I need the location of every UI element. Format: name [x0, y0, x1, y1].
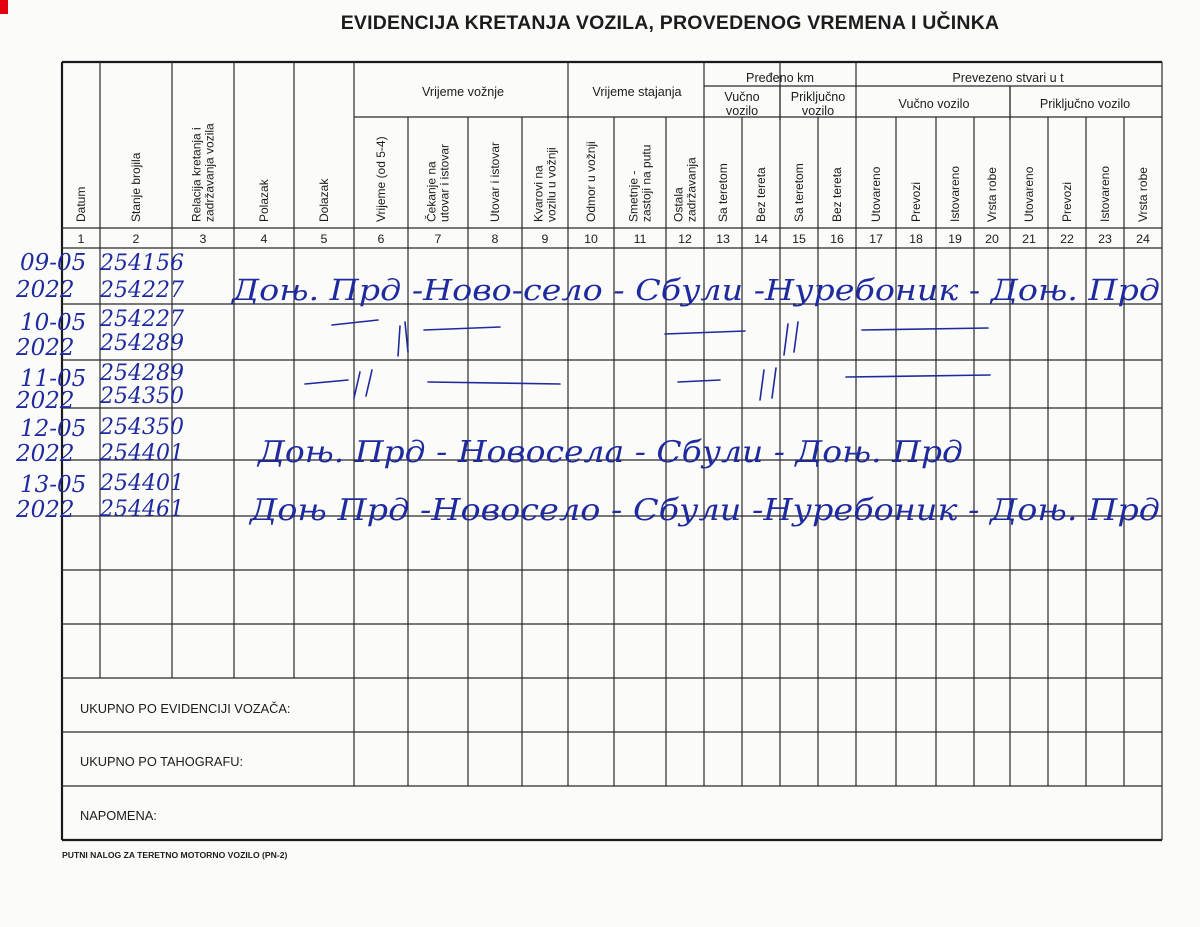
column-header-23: Istovareno: [1098, 165, 1112, 222]
entry-2-ditto-marks: [332, 320, 988, 356]
column-header-15: Sa teretom: [792, 163, 806, 222]
entry-4-odometer-end: 254401: [100, 441, 184, 466]
entry-2-odometer-end: 254289: [100, 331, 184, 356]
column-number-24: 24: [1136, 232, 1150, 246]
column-header-19: Istovareno: [948, 165, 962, 222]
column-number-15: 15: [792, 232, 806, 246]
column-number-13: 13: [716, 232, 730, 246]
entry-4-date-year: 2022: [16, 441, 75, 467]
group-header-driving-time: Vrijeme vožnje: [421, 85, 505, 99]
column-number-7: 7: [434, 232, 442, 246]
entry-4-route: Доњ. Прд - Новосела - Сбули - Доњ. Прд: [255, 435, 963, 470]
subheader-towing-km-2: vozilo: [725, 104, 759, 118]
entry-4-odometer-start: 254350: [100, 415, 184, 440]
column-number-10: 10: [584, 232, 598, 246]
subheader-trailer-km-2: vozilo: [801, 104, 835, 118]
entry-5-date-year: 2022: [16, 497, 75, 523]
total-driver-label: UKUPNO PO EVIDENCIJI VOZAČA:: [80, 701, 291, 716]
column-number-17: 17: [869, 232, 883, 246]
group-header-transported: Prevezeno stvari u t: [952, 71, 1064, 85]
column-header-6: Vrijeme (od 5-4): [374, 136, 388, 222]
column-number-9: 9: [541, 232, 549, 246]
subheader-towing-km-1: Vučno: [724, 90, 760, 104]
column-header-7-line-2: utovar i istovar: [437, 143, 452, 222]
entry-1-date-year: 2022: [16, 277, 75, 303]
column-header-21: Utovareno: [1022, 166, 1036, 222]
column-header-14: Bez tereta: [754, 167, 768, 222]
column-header-1: Datum: [74, 186, 88, 222]
entry-2-date-year: 2022: [16, 335, 75, 361]
column-number-14: 14: [754, 232, 768, 246]
column-number-5: 5: [320, 232, 328, 246]
column-number-3: 3: [199, 232, 207, 246]
column-number-8: 8: [491, 232, 499, 246]
column-header-16: Bez tereta: [830, 167, 844, 222]
entry-3-odometer-end: 254350: [100, 384, 184, 409]
column-number-4: 4: [260, 232, 268, 246]
column-number-18: 18: [909, 232, 923, 246]
column-header-4: Polazak: [257, 179, 271, 222]
column-header-18: Prevozi: [909, 181, 923, 222]
subheader-towing-transported: Vučno vozilo: [898, 97, 970, 111]
column-header-17: Utovareno: [869, 166, 883, 222]
column-number-20: 20: [985, 232, 999, 246]
column-number-16: 16: [830, 232, 844, 246]
column-header-2: Stanje brojila: [129, 152, 143, 222]
column-header-24: Vrsta robe: [1136, 167, 1150, 222]
column-header-20: Vrsta robe: [985, 167, 999, 222]
column-number-19: 19: [948, 232, 962, 246]
group-header-stop-time: Vrijeme stajanja: [592, 85, 682, 99]
entry-5-odometer-end: 254461: [100, 497, 184, 522]
handwritten-entries: [15, 250, 1160, 528]
column-header-12-line-2: zadržavanja: [684, 157, 699, 222]
column-header-11-line-1: Smetnje -: [626, 170, 641, 222]
column-header-9-line-1: Kvarovi na: [531, 165, 546, 222]
column-number-22: 22: [1060, 232, 1074, 246]
entry-5-odometer-start: 254401: [100, 471, 184, 496]
entry-1-odometer-end: 254227: [100, 278, 184, 303]
column-header-8: Utovar i istovar: [488, 141, 502, 222]
column-header-7-line-1: Čekanje na: [424, 161, 439, 222]
column-header-5: Dolazak: [317, 178, 331, 222]
column-number-12: 12: [678, 232, 692, 246]
group-header-km: Pređeno km: [746, 71, 814, 85]
column-header-10: Odmor u vožnji: [584, 141, 598, 222]
entry-5-date-day: 13-05: [20, 472, 87, 498]
column-number-2: 2: [132, 232, 140, 246]
entry-3-date-year: 2022: [16, 388, 75, 414]
column-header-13: Sa teretom: [716, 163, 730, 222]
column-header-9-line-2: vozilu u vožnji: [544, 147, 559, 222]
column-header-22: Prevozi: [1060, 181, 1074, 222]
subheader-trailer-transported: Priključno vozilo: [1039, 97, 1131, 111]
note-label: NAPOMENA:: [80, 808, 157, 823]
column-number-1: 1: [77, 232, 85, 246]
entry-1-date-day: 09-05: [20, 250, 87, 276]
entry-2-odometer-start: 254227: [100, 307, 184, 332]
entry-2-date-day: 10-05: [20, 310, 87, 336]
entry-1-route: Доњ. Прд -Ново-село - Сбули -Нуребоник - Доњ. Прд: [229, 273, 1160, 307]
entry-3-odometer-start: 254289: [100, 361, 184, 386]
column-header-3-line-1: Relacija kretanja i: [189, 127, 204, 222]
entry-1-odometer-start: 254156: [100, 251, 184, 276]
column-number-11: 11: [633, 232, 647, 246]
form-footer: PUTNI NALOG ZA TERETNO MOTORNO VOZILO (PN-2): [62, 850, 288, 860]
column-number-6: 6: [377, 232, 385, 246]
subheader-trailer-km-1: Priključno: [790, 90, 846, 104]
entry-4-date-day: 12-05: [20, 416, 87, 442]
total-tachograph-label: UKUPNO PO TAHOGRAFU:: [80, 754, 244, 769]
column-header-11-line-2: zastoji na putu: [639, 144, 654, 222]
entry-5-route: Доњ Прд -Новосело - Сбули -Нуребоник - Доњ. Прд: [247, 493, 1160, 528]
column-header-3-line-2: zadržavanja vozila: [202, 123, 217, 222]
column-header-12-line-1: Ostala: [671, 187, 686, 222]
column-number-21: 21: [1022, 232, 1036, 246]
entry-3-date-day: 11-05: [20, 366, 87, 392]
form-title: EVIDENCIJA KRETANJA VOZILA, PROVEDENOG VREMENA I UČINKA: [340, 12, 1000, 34]
column-number-23: 23: [1098, 232, 1112, 246]
